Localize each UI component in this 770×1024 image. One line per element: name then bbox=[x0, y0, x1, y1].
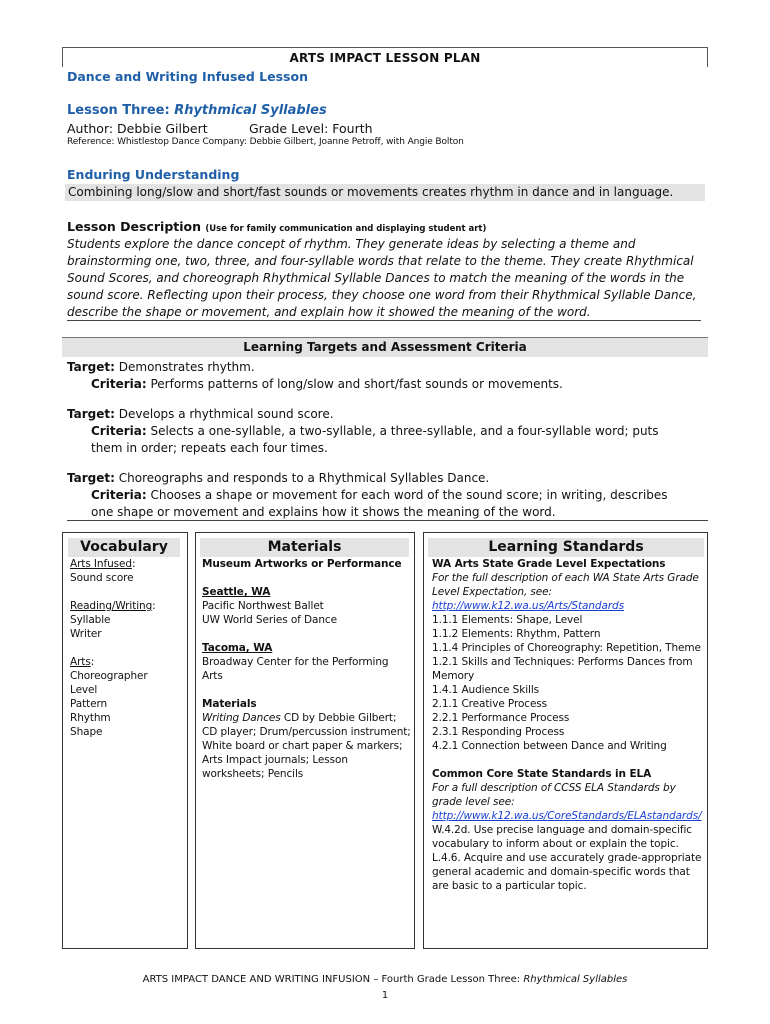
lesson-description-text: Students explore the dance concept of rhythm. They generate ideas by selecting a theme and brainstorming one, two, three, and four-syllable words that relate to the theme. They create Rhythmical Sound Scores, and choreograph Rhythmical Syllable Dances to match the meaning of the words in the sound score. Reflecting upon their process, they choose one word from their Rhythmical Syllable Dance, describe the shape or movement, and explain how it showed the meaning of the word. bbox=[67, 237, 697, 319]
criteria-1: Criteria: Performs patterns of long/slow and short/fast sounds or movements. bbox=[91, 377, 563, 391]
reference: Reference: Whistlestop Dance Company: Debbie Gilbert, Joanne Petroff, with Angie Bolton bbox=[67, 137, 464, 147]
lesson-number: Lesson Three: bbox=[67, 103, 175, 118]
page-footer: ARTS IMPACT DANCE AND WRITING INFUSION – Fourth Grade Lesson Three: Rhythmical Syllables bbox=[142, 974, 628, 985]
ccss-standards-link[interactable]: http://www.k12.wa.us/CoreStandards/ELAstandards/ bbox=[432, 810, 702, 822]
enduring-understanding-title: Enduring Understanding bbox=[67, 167, 240, 182]
grade-level: Grade Level: Fourth bbox=[249, 121, 373, 136]
target-2: Target: Develops a rhythmical sound score. bbox=[67, 407, 334, 421]
vocabulary-title: Vocabulary bbox=[68, 538, 180, 557]
criteria-3: Criteria: Chooses a shape or movement for each word of the sound score; in writing, describes one shape or movement and explains how it shows the meaning of the word. bbox=[91, 488, 668, 519]
lesson-description-heading bbox=[67, 219, 486, 234]
author: Author: Debbie Gilbert bbox=[67, 121, 208, 136]
target-3: Target: Choreographs and responds to a Rhythmical Syllables Dance. bbox=[67, 471, 490, 485]
page-number: 1 bbox=[381, 990, 389, 1001]
enduring-understanding-text: Combining long/slow and short/fast sounds or movements creates rhythm in dance and in language. bbox=[65, 184, 705, 201]
lesson-subtitle: Dance and Writing Infused Lesson bbox=[67, 69, 308, 84]
lesson-description-title: Lesson Description bbox=[67, 219, 202, 234]
header-box bbox=[62, 47, 708, 67]
lesson-name: Rhythmical Syllables bbox=[174, 103, 327, 118]
lesson-title bbox=[67, 103, 327, 118]
vocabulary-list: Arts Infused: Sound score Reading/Writing: Syllable Writer Arts: Choreographer Level Pattern Rhythm Shape bbox=[70, 558, 156, 738]
target-1: Target: Demonstrates rhythm. bbox=[67, 360, 255, 374]
divider bbox=[67, 320, 701, 321]
wa-standards-link[interactable]: http://www.k12.wa.us/Arts/Standards bbox=[432, 600, 624, 612]
standards-list: WA Arts State Grade Level Expectations For the full description of each WA State Arts Grade Level Expectation, see: http://www.k12.wa.us/Arts/Standards 1.1.1 Elements: Shape, Level 1.1.2 Elements: Rhythm, Pattern 1.1.4 Principles of Choreography: Repetition, Theme 1.2.1 Skills and Techniques: Performs Dances from Memory 1.4.1 Audience Skills 2.1.1 Creative Process 2.2.1 Performance Process 2.3.1 Responding Process 4.2.1 Connection between Dance and Writing Common Core State Standards in ELA For a full description of CCSS ELA Standards by grade level see: http://www.k12.wa.us/CoreStandards/ELAstandards/ W.4.2d. Use precise language and domain-specific vocabulary to inform about or explain the topic. L.4.6. Acquire and use accurately grade-appropriate general academic and domain-specific words that are basic to a particular topic. bbox=[432, 557, 704, 893]
lesson-description-note: (Use for family communication and displaying student art) bbox=[205, 224, 487, 234]
learning-targets-title: Learning Targets and Assessment Criteria bbox=[62, 337, 708, 357]
document-title: ARTS IMPACT LESSON PLAN bbox=[289, 51, 481, 65]
criteria-2: Criteria: Selects a one-syllable, a two-syllable, a three-syllable, and a four-syllable word; puts them in order; repeats each four times. bbox=[91, 424, 659, 455]
standards-title: Learning Standards bbox=[428, 538, 704, 557]
materials-list: Museum Artworks or Performance Seattle, WA Pacific Northwest Ballet UW World Series of Dance Tacoma, WA Broadway Center for the Performing Arts Materials Writing Dances CD by Debbie Gilbert; CD player; Drum/percussion instrument; White board or chart paper & markers; Arts Impact journals; Lesson worksheets; Pencils bbox=[202, 558, 411, 780]
materials-title: Materials bbox=[200, 538, 409, 557]
divider bbox=[67, 520, 708, 521]
